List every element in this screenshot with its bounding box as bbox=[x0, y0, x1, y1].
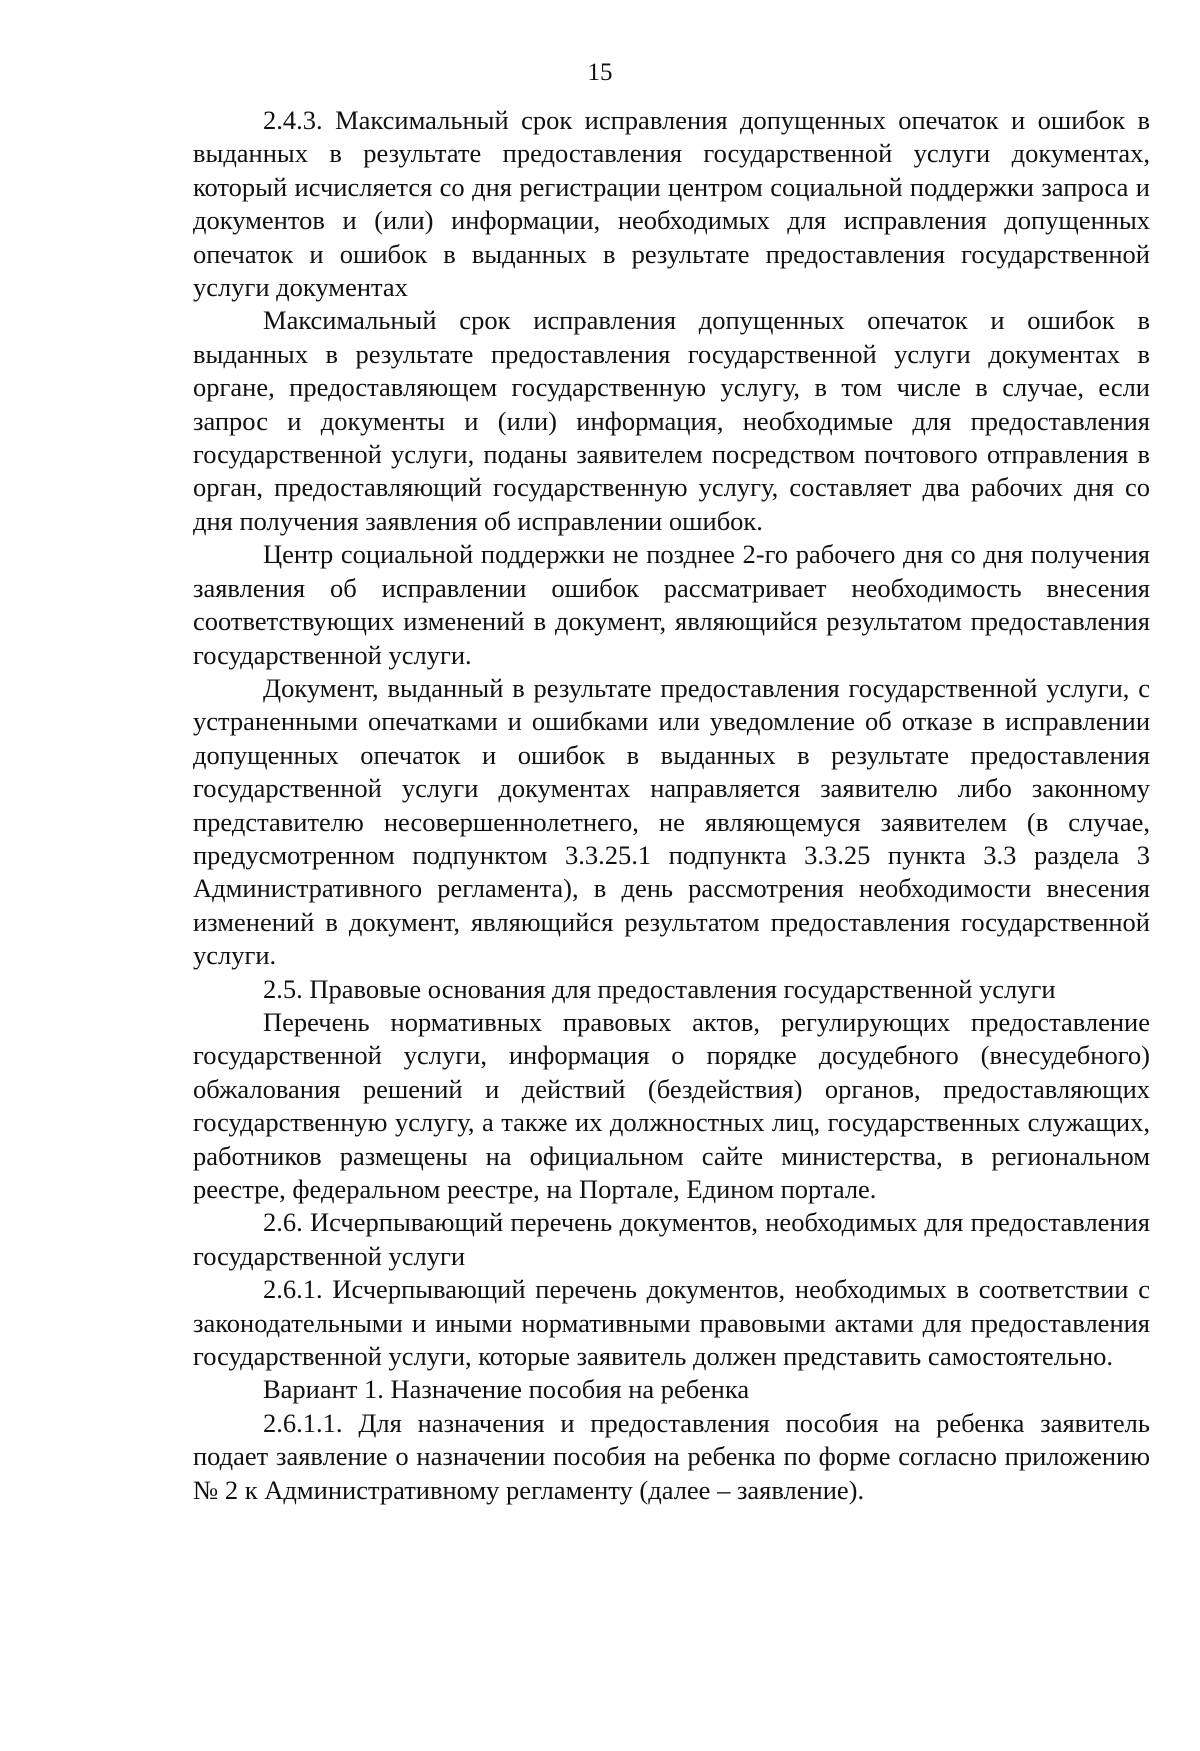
heading-2-6: 2.6. Исчерпывающий перечень документов, необходимых для предоставления государственной услуги bbox=[193, 1207, 1150, 1271]
paragraph-2-6-1-1: 2.6.1.1. Для назначения и предоставления пособия на ребенка заявитель подает заявление о назначении пособия на ребенка по форме согласно приложению № 2 к Административному регламенту (далее – заявление). bbox=[193, 1407, 1150, 1505]
page-number: 15 bbox=[587, 59, 613, 86]
document-body bbox=[193, 104, 1150, 1507]
paragraph-2-4-3: 2.4.3. Максимальный срок исправления допущенных опечаток и ошибок в выданных в результате предоставления государственной услуги документах, который исчисляется со дня регистрации центром социальной поддержки запроса и документов и (или) информации, необходимых для исправления допущенных опечаток и ошибок в выданных в результате предоставления государственной услуги документах bbox=[193, 105, 1150, 303]
paragraph-2-6-1: 2.6.1. Исчерпывающий перечень документов, необходимых в соответствии с законодательными и иными нормативными правовыми актами для предоставления государственной услуги, которые заявитель должен представить самостоятельно. bbox=[193, 1274, 1150, 1372]
paragraph-legal-acts-list: Перечень нормативных правовых актов, регулирующих предоставление государственной услуги, информация о порядке досудебного (внесудебного) обжалования решений и действий (бездействия) органов, предоставляющих государственную услугу, а также их должностных лиц, государственных служащих, работников размещены на официальном сайте министерства, в региональном реестре, федеральном реестре, на Портале, Едином портале. bbox=[193, 1006, 1150, 1204]
paragraph-max-correction-term: Максимальный срок исправления допущенных опечаток и ошибок в выданных в результате предоставления государственной услуги документах в органе, предоставляющем государственную услугу, в том числе в случае, если запрос и документы и (или) информация, необходимые для предоставления государственной услуги, поданы заявителем посредством почтового отправления в орган, предоставляющий государственную услугу, составляет два рабочих дня со дня получения заявления об исправлении ошибок. bbox=[193, 305, 1150, 536]
paragraph-corrected-document: Документ, выданный в результате предоставления государственной услуги, с устраненными опечатками и ошибками или уведомление об отказе в исправлении допущенных опечаток и ошибок в выданных в результате предоставления государственной услуги документах направляется заявителю либо законному представителю несовершеннолетнего, не являющемуся заявителем (в случае, предусмотренном подпунктом 3.3.25.1 подпункта 3.3.25 пункта 3.3 раздела 3 Административного регламента), в день рассмотрения необходимости внесения изменений в документ, являющийся результатом предоставления государственной услуги. bbox=[193, 672, 1150, 971]
heading-2-5: 2.5. Правовые основания для предоставления государственной услуги bbox=[263, 973, 1056, 1004]
heading-variant-1: Вариант 1. Назначение пособия на ребенка bbox=[263, 1374, 750, 1405]
paragraph-social-support-center: Центр социальной поддержки не позднее 2-го рабочего дня со дня получения заявления об исправлении ошибок рассматривает необходимость внесения соответствующих изменений в документ, являющийся результатом предоставления государственной услуги. bbox=[193, 539, 1150, 670]
